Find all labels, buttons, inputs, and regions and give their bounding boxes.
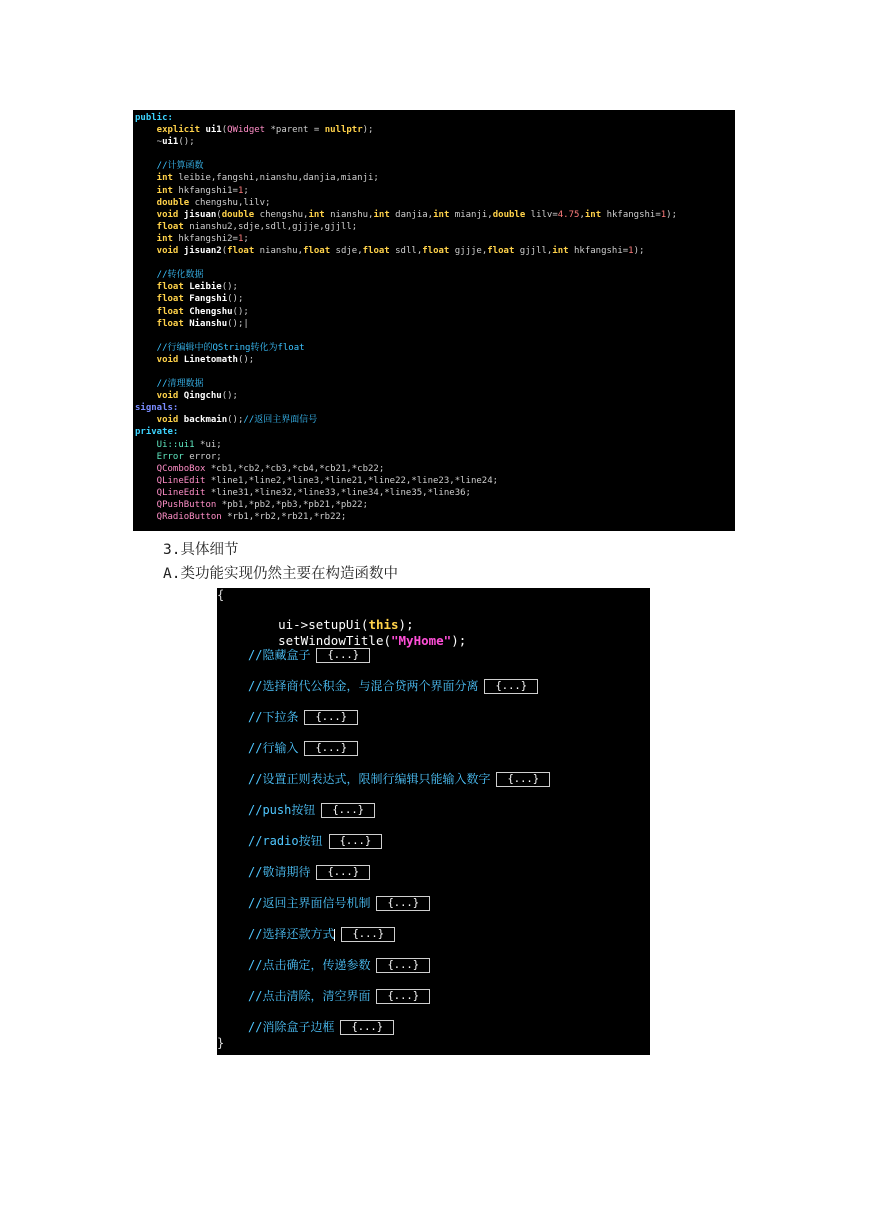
fold-expand-button[interactable]: {...} xyxy=(304,741,358,756)
code-token: int xyxy=(308,209,331,220)
setup-ui-open: ( xyxy=(360,617,369,632)
code-line xyxy=(135,330,735,342)
code-token: error; xyxy=(189,451,222,462)
code-token: explicit xyxy=(135,125,206,136)
code-token: (); xyxy=(232,306,249,317)
code-line xyxy=(135,124,735,136)
code-token: float xyxy=(227,246,260,257)
code-token: Linetomath xyxy=(183,354,238,365)
code-line xyxy=(135,293,735,305)
code-token: public: xyxy=(135,113,173,123)
section-heading: 3.具体细节 xyxy=(163,542,239,558)
code-token: danjia, xyxy=(395,209,434,220)
comment-text: //敬请期待 xyxy=(248,865,311,879)
comment-text: //返回主界面信号机制 xyxy=(248,896,371,910)
code-token: nianshu, xyxy=(259,246,304,257)
code-line xyxy=(135,318,735,330)
code-token: nullptr xyxy=(324,125,363,136)
fold-expand-button[interactable]: {...} xyxy=(341,927,395,942)
comment-text: //隐藏盒子 xyxy=(248,648,311,662)
folded-comment-line xyxy=(248,925,395,942)
folded-comment-line xyxy=(248,708,358,725)
code-line xyxy=(135,185,735,197)
fold-expand-button[interactable]: {...} xyxy=(484,679,538,694)
code-line xyxy=(135,378,735,390)
fold-expand-button[interactable]: {...} xyxy=(376,896,430,911)
code-token: Leibie xyxy=(189,282,222,293)
code-token: ); xyxy=(666,209,678,220)
code-token: //计算函数 xyxy=(135,161,204,172)
code-token: *rb1,*rb2,*rb21,*rb22; xyxy=(227,512,347,523)
code-line xyxy=(135,414,735,426)
code-token: Nianshu xyxy=(189,318,228,329)
code-token: *pb1,*pb2,*pb3,*pb21,*pb22; xyxy=(221,500,369,510)
folded-comment-line xyxy=(248,739,358,756)
code-line xyxy=(135,463,735,475)
code-token: float xyxy=(135,282,190,293)
code-token: //清理数据 xyxy=(135,379,204,390)
code-token: QPushButton xyxy=(135,500,222,510)
fold-expand-button[interactable]: {...} xyxy=(304,710,358,725)
code-token: float xyxy=(135,318,190,329)
code-token: (); xyxy=(221,282,238,293)
code-token: ; xyxy=(243,233,249,244)
code-token: Chengshu xyxy=(189,306,233,317)
code-token: 1 xyxy=(237,233,244,244)
code-token: Ui::ui1 xyxy=(135,439,201,450)
code-token: (); xyxy=(227,294,244,305)
code-line xyxy=(135,402,735,414)
code-token: backmain xyxy=(183,415,228,426)
code-token: double xyxy=(135,197,195,208)
header-code-block xyxy=(133,110,735,531)
comment-text: //radio按钮 xyxy=(248,834,323,848)
code-token: float xyxy=(135,306,190,317)
code-token: void xyxy=(135,415,184,426)
code-token: ui1 xyxy=(205,125,222,136)
code-line xyxy=(135,342,735,354)
code-token: *line1,*line2,*line3,*line21,*line22,*line23,*line24; xyxy=(210,475,499,486)
section-subheading: A.类功能实现仍然主要在构造函数中 xyxy=(163,566,398,582)
set-title-close: ); xyxy=(451,633,467,648)
code-token: int xyxy=(135,173,179,184)
code-token: 4.75 xyxy=(557,209,580,220)
code-token: Error xyxy=(135,451,190,462)
code-line xyxy=(135,281,735,293)
fold-expand-button[interactable]: {...} xyxy=(340,1020,394,1035)
code-token: ~ xyxy=(135,137,163,148)
constructor-code-block xyxy=(217,588,650,1055)
code-token: nianshu, xyxy=(330,209,374,220)
code-token: QComboBox xyxy=(135,463,211,474)
code-token: QRadioButton xyxy=(135,512,228,523)
code-line xyxy=(135,511,735,523)
code-line xyxy=(135,439,735,451)
code-token: int xyxy=(433,209,455,220)
code-line xyxy=(135,112,735,124)
fold-expand-button[interactable]: {...} xyxy=(496,772,550,787)
code-token: jisuan xyxy=(183,209,217,220)
code-token: QLineEdit xyxy=(135,487,211,498)
code-line xyxy=(135,390,735,402)
code-token: double xyxy=(492,209,531,220)
set-title-fn: setWindowTitle( xyxy=(278,633,391,648)
code-token: //转化数据 xyxy=(135,270,204,281)
code-token: hkfangshi= xyxy=(606,209,661,220)
code-token: hkfangshi1= xyxy=(178,185,238,196)
code-token: (); xyxy=(178,137,195,148)
code-line xyxy=(135,366,735,378)
code-token: ui1 xyxy=(162,137,179,148)
code-token: ); xyxy=(362,125,374,136)
setup-ui-fn: setupUi xyxy=(308,617,361,632)
code-line xyxy=(135,233,735,245)
code-token: void xyxy=(135,354,184,365)
code-line xyxy=(135,269,735,281)
code-token: gjjll, xyxy=(519,246,553,257)
code-line xyxy=(135,245,735,257)
comment-text: //行输入 xyxy=(248,741,299,755)
code-token: jisuan2 xyxy=(183,246,222,257)
comment-text: //设置正则表达式，限制行编辑只能输入数字 xyxy=(248,772,491,786)
folded-comment-line xyxy=(248,677,538,694)
code-token: ); xyxy=(633,246,645,257)
code-line xyxy=(135,148,735,160)
code-token: *ui; xyxy=(200,439,222,450)
comment-text: //下拉条 xyxy=(248,710,299,724)
folded-comment-line xyxy=(248,646,370,663)
code-token: float xyxy=(135,294,190,305)
code-token: 1 xyxy=(628,246,634,257)
code-token: Fangshi xyxy=(189,294,228,305)
code-token: mianji, xyxy=(454,209,493,220)
fold-expand-button[interactable]: {...} xyxy=(376,958,430,973)
code-token: , xyxy=(579,209,585,220)
setup-ui-obj: ui-> xyxy=(278,617,309,632)
code-token: ( xyxy=(221,125,228,136)
code-token: 1 xyxy=(237,185,244,196)
code-token: nianshu2,sdje,sdll,gjjje,gjjll; xyxy=(189,221,358,232)
fold-expand-button[interactable]: {...} xyxy=(316,648,370,663)
folded-comment-line xyxy=(248,894,430,911)
code-token: ( xyxy=(221,246,228,257)
folded-comment-line xyxy=(248,987,430,1004)
folded-comment-line xyxy=(248,863,370,880)
code-token: *parent = xyxy=(265,125,325,136)
code-token: signals: xyxy=(135,403,179,414)
code-token: leibie,fangshi,nianshu,danjia,mianji; xyxy=(178,173,379,184)
code-token: (); xyxy=(237,354,255,365)
fold-expand-button[interactable]: {...} xyxy=(321,803,375,818)
code-token: float xyxy=(487,246,520,257)
code-token: QWidget xyxy=(227,125,266,136)
code-token: int xyxy=(135,185,179,196)
folded-comment-line xyxy=(248,832,382,849)
folded-comment-line xyxy=(248,801,375,818)
set-title-arg: "MyHome" xyxy=(391,633,452,648)
code-token: double xyxy=(221,209,260,220)
code-token: sdll, xyxy=(395,246,423,257)
comment-text: //push按钮 xyxy=(248,803,316,817)
comment-text: //选择还款方式 xyxy=(248,927,335,941)
code-token: int xyxy=(552,246,574,257)
setup-ui-arg: this xyxy=(368,617,399,632)
code-token: float xyxy=(422,246,455,257)
code-token: void xyxy=(135,209,184,220)
comment-text: //点击清除，清空界面 xyxy=(248,989,371,1003)
text-cursor xyxy=(334,929,335,941)
code-line xyxy=(135,221,735,233)
code-token: int xyxy=(135,233,179,244)
folded-comment-line xyxy=(248,770,550,787)
comment-text: //点击确定，传递参数 xyxy=(248,958,371,972)
code-token: private: xyxy=(135,427,179,438)
fold-expand-button[interactable]: {...} xyxy=(316,865,370,880)
code-token: ();| xyxy=(227,318,249,329)
code-token: ( xyxy=(216,209,222,220)
code-line xyxy=(135,136,735,148)
code-token: hkfangshi2= xyxy=(178,233,238,244)
code-token: chengshu,lilv; xyxy=(194,197,271,208)
code-line xyxy=(135,197,735,209)
code-token: void xyxy=(135,391,184,402)
code-line xyxy=(135,354,735,366)
code-line xyxy=(135,257,735,269)
fold-expand-button[interactable]: {...} xyxy=(376,989,430,1004)
code-token: float xyxy=(362,246,396,257)
code-line xyxy=(135,451,735,463)
comment-text: //选择商代公积金，与混合贷两个界面分离 xyxy=(248,679,479,693)
code-token: int xyxy=(584,209,607,220)
code-line xyxy=(135,160,735,172)
code-token: float xyxy=(135,221,190,232)
folded-comment-line xyxy=(248,956,430,973)
code-token: Qingchu xyxy=(183,391,222,402)
code-token: void xyxy=(135,246,184,257)
setup-ui-close: ); xyxy=(398,617,414,632)
code-token: ; xyxy=(243,185,249,196)
code-token: QLineEdit xyxy=(135,475,211,486)
code-token: chengshu, xyxy=(259,209,309,220)
code-token: //行编辑中的QString转化为float xyxy=(135,342,305,353)
code-line xyxy=(135,499,735,511)
folded-comment-line xyxy=(248,1018,394,1035)
code-token: int xyxy=(373,209,396,220)
code-token: (); xyxy=(227,415,244,426)
comment-text: //消除盒子边框 xyxy=(248,1020,335,1034)
code-token: sdje, xyxy=(335,246,363,257)
code-line xyxy=(135,209,735,221)
code-token: gjjje, xyxy=(454,246,488,257)
code-token: (); xyxy=(221,391,238,402)
open-brace: { xyxy=(217,588,225,602)
code-line xyxy=(135,306,735,318)
code-line xyxy=(135,475,735,487)
code-token: //返回主界面信号 xyxy=(243,415,318,426)
code-token: lilv= xyxy=(530,209,558,220)
code-token: hkfangshi= xyxy=(573,246,629,257)
code-line xyxy=(135,172,735,184)
code-token: *cb1,*cb2,*cb3,*cb4,*cb21,*cb22; xyxy=(210,463,385,474)
code-token: float xyxy=(303,246,336,257)
fold-expand-button[interactable]: {...} xyxy=(329,834,383,849)
code-line xyxy=(135,426,735,438)
code-token: 1 xyxy=(660,209,667,220)
close-brace: } xyxy=(217,1036,225,1050)
code-line xyxy=(135,487,735,499)
code-token: *line31,*line32,*line33,*line34,*line35,*line36; xyxy=(210,487,471,498)
